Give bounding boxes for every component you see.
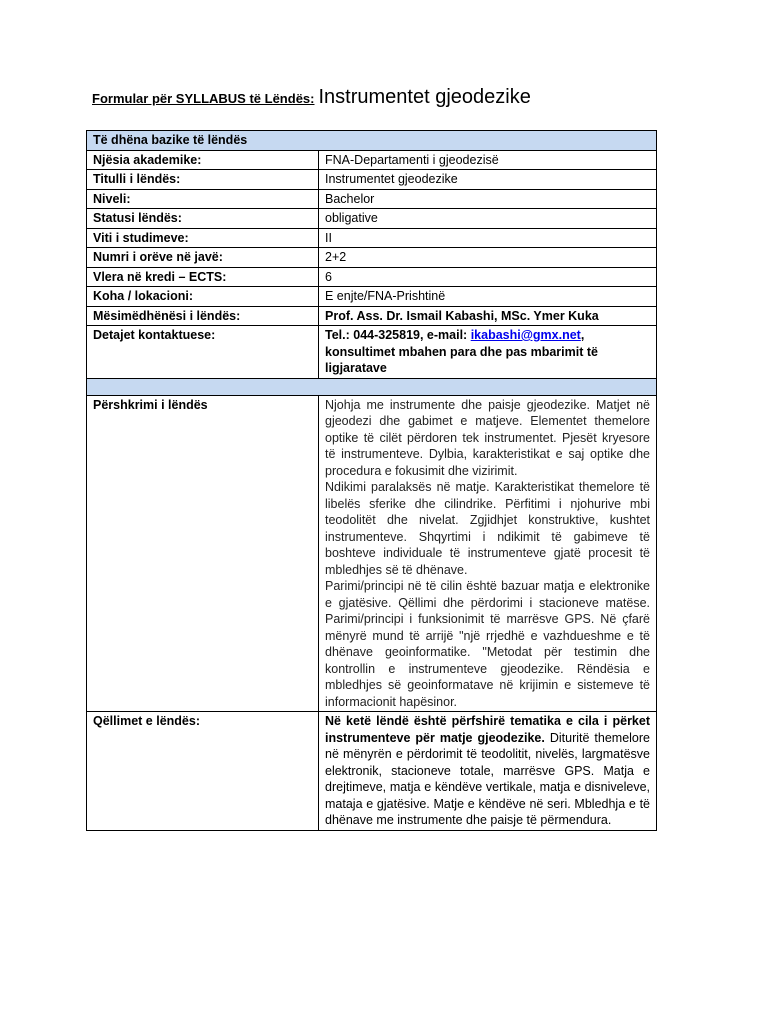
description-row xyxy=(87,395,657,712)
syllabus-table xyxy=(86,130,657,831)
row-value: E enjte/FNA-Prishtinë xyxy=(319,287,657,307)
row-value: Bachelor xyxy=(319,189,657,209)
description-paragraph: Njohja me instrumente dhe paisje gjeodezike. Matjet në gjeodezi dhe gabimet e matjeve. Elementet themelore optike të cilët përdoren tek instrumentet. Pjesët kryesore të instrumenteve. Dylbia, karakteristikat e saj optike dhe procedura e fokusimit dhe vizirimit. xyxy=(325,397,650,478)
table-row xyxy=(87,248,657,268)
row-value: obligative xyxy=(319,209,657,229)
row-label: Mësimëdhënësi i lëndës: xyxy=(87,306,319,326)
consultation-note: konsultimet mbahen para dhe pas mbarimit të ligjaratave xyxy=(325,344,598,375)
row-label: Vlera në kredi – ECTS: xyxy=(87,267,319,287)
separator-cell xyxy=(87,378,657,395)
table-row xyxy=(87,267,657,287)
table-row xyxy=(87,150,657,170)
goals-intro: Në ketë lëndë është përfshirë tematika e cila i përket instrumenteve për matje gjeodezike. xyxy=(325,714,650,745)
row-label: Statusi lëndës: xyxy=(87,209,319,229)
title-prefix: Formular për SYLLABUS të Lëndës: xyxy=(92,91,315,106)
table-row xyxy=(87,189,657,209)
row-value: II xyxy=(319,228,657,248)
description-label: Përshkrimi i lëndës xyxy=(87,395,319,712)
row-label: Viti i studimeve: xyxy=(87,228,319,248)
row-label: Niveli: xyxy=(87,189,319,209)
section-header-row xyxy=(87,131,657,151)
separator-row xyxy=(87,378,657,395)
description-text xyxy=(319,395,657,712)
goals-text xyxy=(319,712,657,831)
row-value: Instrumentet gjeodezike xyxy=(319,170,657,190)
course-title: Instrumentet gjeodezike xyxy=(318,86,531,108)
table-row xyxy=(87,287,657,307)
goals-label: Qëllimet e lëndës: xyxy=(87,712,319,831)
contact-phone: Tel.: 044-325819, e-mail: xyxy=(325,328,471,342)
row-label: Titulli i lëndës: xyxy=(87,170,319,190)
goals-body: Dituritë themelore në mënyrën e përdorimit të teodolitit, nivelës, largmatësve elektronik, stacioneve totale, marrësve GPS. Matja e drejtimeve, matja e këndëve vertikale, matja e disniveleve, mataja e gjatësive. Matje e këndëve në seri. Mbledhja e të dhënave me instrumente dhe paisje të përmendura. xyxy=(325,730,650,827)
table-row xyxy=(87,209,657,229)
table-row xyxy=(87,170,657,190)
section-title: Të dhëna bazike të lëndës xyxy=(87,131,657,151)
contact-value xyxy=(319,326,657,379)
contact-row xyxy=(87,326,657,379)
row-value: 2+2 xyxy=(319,248,657,268)
goals-row xyxy=(87,712,657,831)
row-label: Njësia akademike: xyxy=(87,150,319,170)
contact-label: Detajet kontaktuese: xyxy=(87,326,319,379)
description-paragraph: Parimi/principi në të cilin është bazuar matja e elektronike e gjatësive. Qëllimi dhe përdorimi i stacioneve matëse. Parimi/principi i funksionimit të marrësve GPS. Në çfarë mënyrë mund të arrijë "një rrjedhë e vazhdueshme e të dhënave geoinformatike. "Metodat për testimin dhe kontrollin e instrumenteve gjeodezike. Rëndësia e mbledhjes së geoinformatave në krijimin e sistemeve të informacionit hapësinor. xyxy=(325,579,650,709)
table-row xyxy=(87,306,657,326)
table-row xyxy=(87,228,657,248)
row-value: Prof. Ass. Dr. Ismail Kabashi, MSc. Ymer Kuka xyxy=(319,306,657,326)
row-value: 6 xyxy=(319,267,657,287)
email-comma: , xyxy=(580,328,585,342)
row-label: Koha / lokacioni: xyxy=(87,287,319,307)
document-title xyxy=(92,86,531,109)
email-link[interactable]: ikabashi@gmx.net xyxy=(470,328,581,342)
description-paragraph: Ndikimi paralaksës në matje. Karakteristikat themelore të libelës sferike dhe cilindrike. Përfitimi i njohurive mbi teodolitët dhe nivelat. Zgjidhjet konstruktive, kushtet instrumenteve. Shqyrtimi i ndikimit të gabimeve të boshteve individuale të instrumenteve gjatë procesit të mbledhjes së të dhënave. xyxy=(325,480,650,577)
row-value: FNA-Departamenti i gjeodezisë xyxy=(319,150,657,170)
row-label: Numri i orëve në javë: xyxy=(87,248,319,268)
